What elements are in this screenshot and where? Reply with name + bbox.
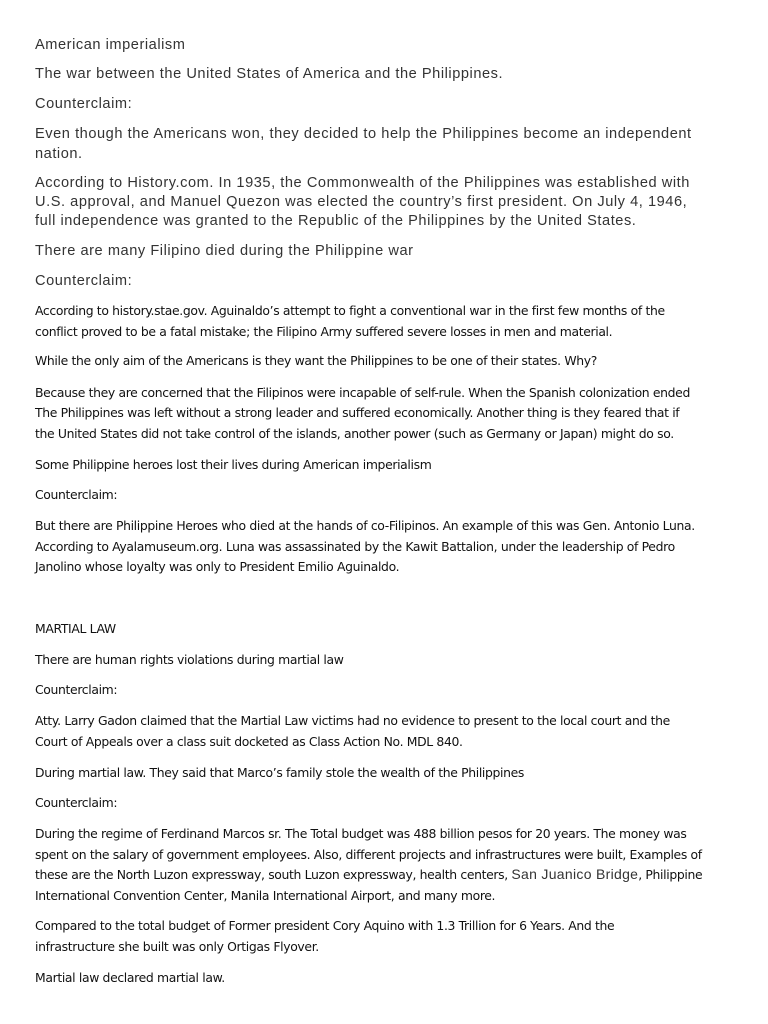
claim-text: There are many Filipino died during the Philippine war bbox=[35, 243, 414, 259]
explanation-text-line: Because they are concerned that the Filipinos were incapable of self-rule. When the Spanish colonization ended bbox=[35, 385, 690, 400]
counterclaim-label: Counterclaim: bbox=[35, 795, 118, 810]
counterclaim-text-line: According to history.stae.gov. Aguinaldo’s attempt to fight a conventional war in the first few months of the bbox=[35, 303, 665, 318]
claim-text: The war between the United States of America and the Philippines. bbox=[35, 66, 504, 82]
counterclaim-label: Counterclaim: bbox=[35, 273, 133, 289]
comparison-text-line: Compared to the total budget of Former president Cory Aquino with 1.3 Trillion for 6 Years. And the bbox=[35, 918, 615, 933]
question-text: While the only aim of the Americans is they want the Philippines to be one of their states. Why? bbox=[35, 353, 597, 368]
counterclaim-text-line: According to Ayalamuseum.org. Luna was assassinated by the Kawit Battalion, under the leadership of Pedro bbox=[35, 539, 675, 554]
document-title: American imperialism bbox=[35, 37, 186, 53]
evidence-text-line: According to History.com. In 1935, the Commonwealth of the Philippines was established with bbox=[35, 175, 690, 191]
text-run: these are the North Luzon expressway, south Luzon expressway, health centers, bbox=[35, 867, 512, 882]
claim-text: There are human rights violations during martial law bbox=[35, 652, 344, 667]
counterclaim-text-line: Janolino whose loyalty was only to President Emilio Aguinaldo. bbox=[35, 559, 400, 574]
text-run: , Philippine bbox=[638, 867, 703, 882]
counterclaim-text-line: During the regime of Ferdinand Marcos sr. The Total budget was 488 billion pesos for 20 years. The money was bbox=[35, 826, 687, 841]
counterclaim-label: Counterclaim: bbox=[35, 96, 133, 112]
evidence-text-line: U.S. approval, and Manuel Quezon was elected the country’s first president. On July 4, 1946, bbox=[35, 194, 688, 210]
counterclaim-label: Counterclaim: bbox=[35, 682, 118, 697]
comparison-text-line: infrastructure she built was only Ortigas Flyover. bbox=[35, 939, 319, 954]
counterclaim-text-line: conflict proved to be a fatal mistake; the Filipino Army suffered severe losses in men and material. bbox=[35, 324, 613, 339]
closing-text: Martial law declared martial law. bbox=[35, 970, 225, 985]
explanation-text-line: the United States did not take control of the islands, another power (such as Germany or Japan) might do so. bbox=[35, 426, 674, 441]
counterclaim-text-line: But there are Philippine Heroes who died at the hands of co-Filipinos. An example of this was Gen. Antonio Luna. bbox=[35, 518, 695, 533]
bridge-name: San Juanico Bridge bbox=[511, 866, 639, 882]
claim-text: Some Philippine heroes lost their lives during American imperialism bbox=[35, 457, 432, 472]
counterclaim-text-line bbox=[35, 866, 735, 882]
section-heading: MARTIAL LAW bbox=[35, 621, 116, 636]
counterclaim-text-line: International Convention Center, Manila International Airport, and many more. bbox=[35, 888, 496, 903]
counterclaim-label: Counterclaim: bbox=[35, 487, 118, 502]
counterclaim-text-line: Court of Appeals over a class suit docketed as Class Action No. MDL 840. bbox=[35, 734, 463, 749]
counterclaim-text-line: nation. bbox=[35, 146, 83, 162]
counterclaim-text-line: spent on the salary of government employees. Also, different projects and infrastructures were built, Examples of bbox=[35, 847, 702, 862]
counterclaim-text-line: Atty. Larry Gadon claimed that the Martial Law victims had no evidence to present to the local court and the bbox=[35, 713, 670, 728]
explanation-text-line: The Philippines was left without a strong leader and suffered economically. Another thing is they feared that if bbox=[35, 405, 680, 420]
counterclaim-text-line: Even though the Americans won, they decided to help the Philippines become an independent bbox=[35, 126, 692, 142]
claim-text: During martial law. They said that Marco’s family stole the wealth of the Philippines bbox=[35, 765, 525, 780]
evidence-text-line: full independence was granted to the Republic of the Philippines by the United States. bbox=[35, 213, 637, 229]
